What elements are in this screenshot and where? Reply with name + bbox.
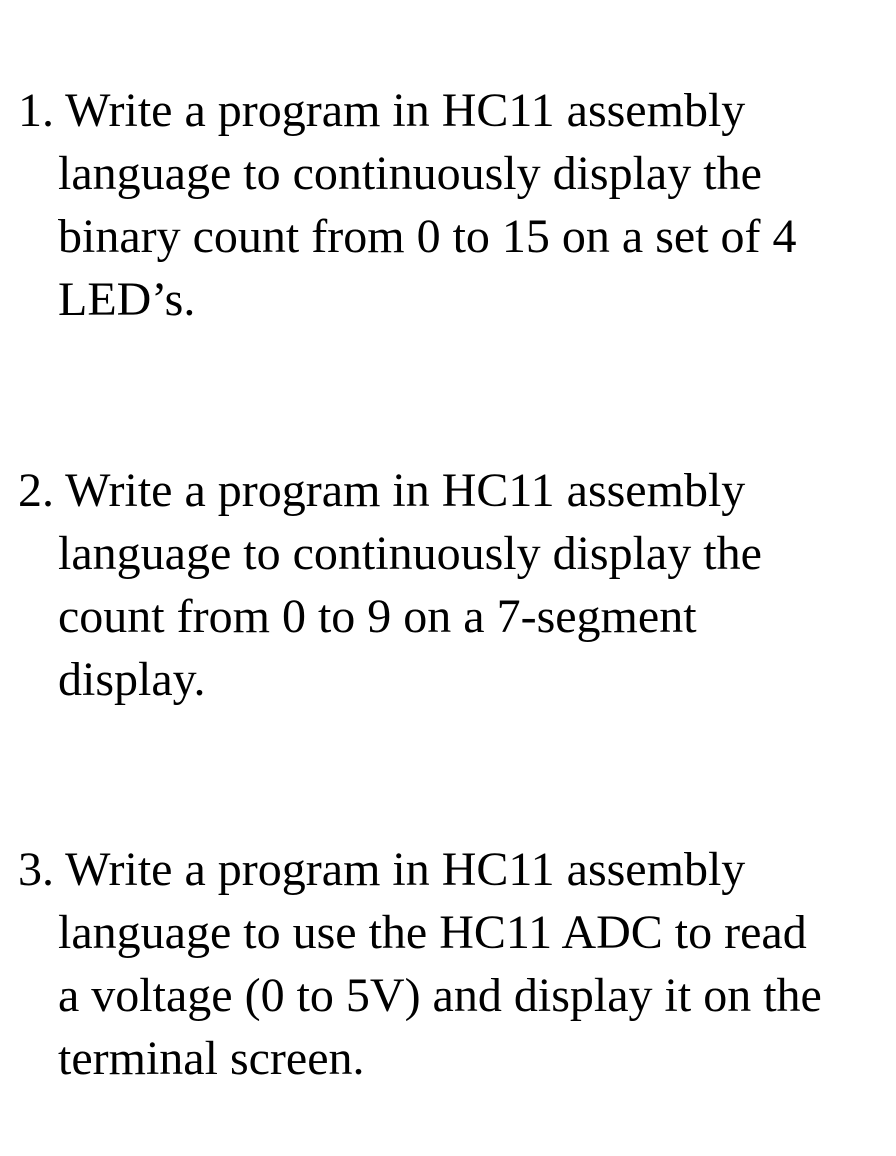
question-1 — [0, 79, 896, 331]
question-1-line-4: LED’s. — [58, 273, 196, 326]
question-1-text-1: Write a program in HC11 assembly — [65, 84, 746, 137]
question-1-line-1 — [18, 79, 896, 142]
question-2-line-3: count from 0 to 9 on a 7-segment — [58, 590, 697, 643]
question-3-line-2: language to use the HC11 ADC to read — [58, 906, 807, 959]
question-2-line-2: language to continuously display the — [58, 527, 762, 580]
question-1-number: 1. — [18, 84, 54, 137]
question-2-line-4: display. — [58, 653, 206, 706]
question-2-text-1: Write a program in HC11 assembly — [65, 464, 746, 517]
question-2-number: 2. — [18, 464, 54, 517]
question-1-line-3: binary count from 0 to 15 on a set of 4 — [58, 210, 797, 263]
question-3-line-3: a voltage (0 to 5V) and display it on the — [58, 969, 822, 1022]
question-3-number: 3. — [18, 843, 54, 896]
question-3-line-1 — [18, 838, 896, 901]
question-1-line-2: language to continuously display the — [58, 147, 762, 200]
question-2-line-1 — [18, 459, 896, 522]
question-3-line-4: terminal screen. — [58, 1032, 365, 1085]
question-2 — [0, 459, 896, 711]
question-3-text-1: Write a program in HC11 assembly — [65, 843, 746, 896]
question-3 — [0, 838, 896, 1090]
